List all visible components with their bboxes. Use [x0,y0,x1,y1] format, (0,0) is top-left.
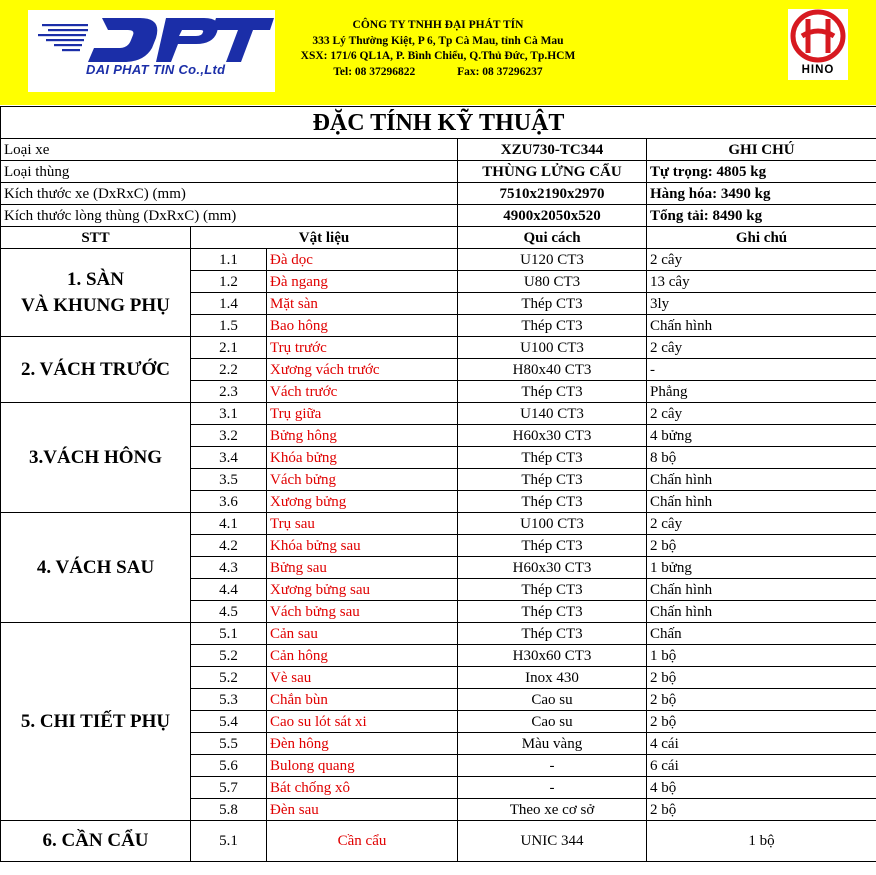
spec-sheet [0,106,876,862]
item-spec: Thép CT3 [458,491,647,513]
item-number: 5.6 [191,755,267,777]
item-note: Chấn hình [647,315,876,337]
info-value: 7510x2190x2970 [458,183,647,205]
item-material: Mặt sàn [267,293,458,315]
item-spec: Cao su [458,711,647,733]
item-note: 2 bộ [647,667,876,689]
item-material: Khóa bửng sau [267,535,458,557]
item-number: 3.6 [191,491,267,513]
item-number: 2.1 [191,337,267,359]
item-spec: Thép CT3 [458,447,647,469]
section-name: 5. CHI TIẾT PHỤ [1,623,191,821]
letterhead [0,0,876,105]
info-value: 4900x2050x520 [458,205,647,227]
item-material: Bulong quang [267,755,458,777]
item-note: 1 bửng [647,557,876,579]
info-note: Tổng tải: 8490 kg [647,205,876,227]
hino-wordmark: HINO [801,64,835,76]
item-note: - [647,359,876,381]
table-row [1,623,876,645]
item-spec: U100 CT3 [458,513,647,535]
item-spec: H80x40 CT3 [458,359,647,381]
item-note: Phẳng [647,381,876,403]
item-spec: Thép CT3 [458,293,647,315]
item-note: 13 cây [647,271,876,293]
item-number: 5.5 [191,733,267,755]
item-number: 3.5 [191,469,267,491]
item-spec: U120 CT3 [458,249,647,271]
item-note: 2 cây [647,249,876,271]
table-row [1,403,876,425]
dpt-logo-graphic [28,10,275,92]
item-note: 2 cây [647,513,876,535]
item-material: Đà ngang [267,271,458,293]
company-name: CÔNG TY TNHH ĐẠI PHÁT TÍN [352,19,524,31]
item-spec: U80 CT3 [458,271,647,293]
item-material: Bửng hông [267,425,458,447]
info-note: Hàng hóa: 3490 kg [647,183,876,205]
info-note: GHI CHÚ [647,139,876,161]
item-material: Bao hông [267,315,458,337]
column-header-note: Ghi chú [647,227,876,249]
item-spec: Thép CT3 [458,623,647,645]
info-value: XZU730-TC344 [458,139,647,161]
item-note: 4 bửng [647,425,876,447]
section-name: 4. VÁCH SAU [1,513,191,623]
spec-table [0,106,876,862]
item-material: Đèn hông [267,733,458,755]
item-number: 5.1 [191,821,267,862]
item-note: Chấn hình [647,579,876,601]
tel: Tel: 08 37296822 [333,65,416,78]
info-value: THÙNG LỬNG CẨU [458,161,647,183]
item-material: Vách bửng sau [267,601,458,623]
section-name: 1. SÀN VÀ KHUNG PHỤ [1,249,191,337]
info-label: Loại xe [1,139,458,161]
section-name: 2. VÁCH TRƯỚC [1,337,191,403]
info-label: Loại thùng [1,161,458,183]
item-number: 3.2 [191,425,267,447]
item-number: 5.2 [191,667,267,689]
item-note: 2 bộ [647,689,876,711]
item-note: 4 cái [647,733,876,755]
item-spec: H30x60 CT3 [458,645,647,667]
item-number: 1.1 [191,249,267,271]
item-number: 4.4 [191,579,267,601]
item-note: 2 bộ [647,711,876,733]
item-material: Trụ trước [267,337,458,359]
table-row [1,821,876,862]
item-number: 4.5 [191,601,267,623]
item-spec: UNIC 344 [458,821,647,862]
item-note: 3ly [647,293,876,315]
item-material: Bát chống xô [267,777,458,799]
item-number: 1.5 [191,315,267,337]
item-spec: U100 CT3 [458,337,647,359]
item-note: Chấn [647,623,876,645]
column-header-stt: STT [1,227,191,249]
item-material: Vè sau [267,667,458,689]
info-label: Kích thước lòng thùng (DxRxC) (mm) [1,205,458,227]
section-name: 3.VÁCH HÔNG [1,403,191,513]
item-spec: - [458,755,647,777]
item-note: 2 cây [647,403,876,425]
item-material: Xương bửng sau [267,579,458,601]
item-material: Trụ sau [267,513,458,535]
item-material: Cần cẩu [267,821,458,862]
item-material: Cản hông [267,645,458,667]
table-row [1,249,876,271]
item-number: 2.3 [191,381,267,403]
item-note: 1 bộ [647,821,876,862]
hino-emblem-icon [788,9,848,65]
item-number: 5.3 [191,689,267,711]
item-note: 8 bộ [647,447,876,469]
section-name: 6. CẦN CẨU [1,821,191,862]
item-note: 2 bộ [647,535,876,557]
item-material: Vách bửng [267,469,458,491]
item-spec: H60x30 CT3 [458,425,647,447]
item-number: 5.4 [191,711,267,733]
item-number: 1.2 [191,271,267,293]
item-number: 5.2 [191,645,267,667]
item-material: Khóa bửng [267,447,458,469]
item-material: Xương bửng [267,491,458,513]
item-spec: H60x30 CT3 [458,557,647,579]
item-material: Vách trước [267,381,458,403]
info-label: Kích thước xe (DxRxC) (mm) [1,183,458,205]
item-material: Đà dọc [267,249,458,271]
fax: Fax: 08 37296237 [457,65,543,78]
item-number: 5.1 [191,623,267,645]
item-spec: Thép CT3 [458,601,647,623]
item-number: 4.2 [191,535,267,557]
item-note: Chấn hình [647,601,876,623]
item-material: Xương vách trước [267,359,458,381]
hino-logo [788,9,848,80]
item-spec: Thép CT3 [458,315,647,337]
item-number: 3.1 [191,403,267,425]
item-material: Cản sau [267,623,458,645]
company-address: 333 Lý Thường Kiệt, P 6, Tp Cà Mau, tỉnh Cà Mau [312,34,564,47]
factory-address: XSX: 171/6 QL1A, P. Bình Chiểu, Q.Thủ Đức, Tp.HCM [300,50,576,62]
item-spec: Thép CT3 [458,381,647,403]
item-note: Chấn hình [647,491,876,513]
item-spec: Inox 430 [458,667,647,689]
item-material: Chắn bùn [267,689,458,711]
item-number: 5.8 [191,799,267,821]
contact-line [290,65,586,81]
item-material: Đèn sau [267,799,458,821]
column-header-spec: Qui cách [458,227,647,249]
item-spec: Theo xe cơ sở [458,799,647,821]
item-spec: Cao su [458,689,647,711]
item-spec: U140 CT3 [458,403,647,425]
item-number: 5.7 [191,777,267,799]
info-note: Tự trọng: 4805 kg [647,161,876,183]
item-material: Trụ giữa [267,403,458,425]
item-note: 2 bộ [647,799,876,821]
item-number: 4.1 [191,513,267,535]
item-note: 4 bộ [647,777,876,799]
sheet-title: ĐẶC TÍNH KỸ THUẬT [1,107,876,139]
item-spec: Thép CT3 [458,535,647,557]
item-number: 2.2 [191,359,267,381]
item-note: 2 cây [647,337,876,359]
dpt-logo [28,10,275,92]
item-note: Chấn hình [647,469,876,491]
item-spec: Thép CT3 [458,579,647,601]
item-spec: - [458,777,647,799]
item-number: 3.4 [191,447,267,469]
item-note: 1 bộ [647,645,876,667]
table-row [1,337,876,359]
column-header-material: Vật liệu [191,227,458,249]
logo-caption: DAI PHAT TIN Co.,Ltd [86,62,226,77]
table-row [1,513,876,535]
item-spec: Thép CT3 [458,469,647,491]
item-note: 6 cái [647,755,876,777]
company-info [290,18,586,80]
item-spec: Màu vàng [458,733,647,755]
item-material: Cao su lót sát xi [267,711,458,733]
item-number: 4.3 [191,557,267,579]
item-material: Bửng sau [267,557,458,579]
item-number: 1.4 [191,293,267,315]
